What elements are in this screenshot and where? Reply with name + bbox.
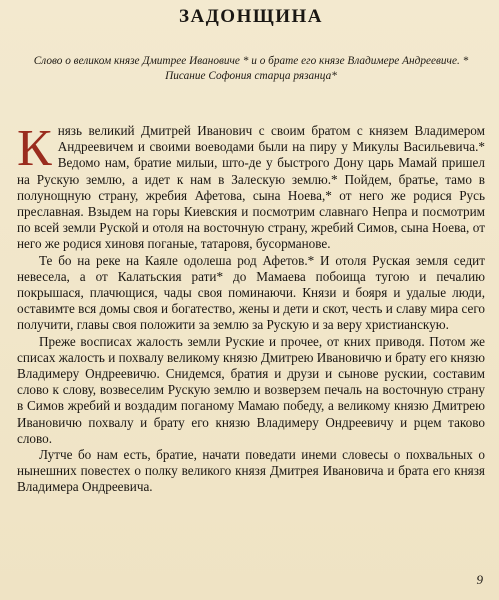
paragraph-1 xyxy=(17,120,485,253)
page-number: 9 xyxy=(476,572,483,587)
drop-cap: К xyxy=(17,120,52,177)
subtitle: Слово о великом князе Дмитрее Ивановиче * и о брате его князе Владимере Андреевиче. * Писание Софония старца рязанца* xyxy=(33,55,469,82)
paragraph-2: Те бо на реке на Каяле одолеша род Афетов.* И отоля Руская земля седит невесела, а от Калатьския рати* до Мамаева побоища тугою и печалию покрышася, плачющися, чады своя поминаючи. Князи и бояря и удалые люди, оставимте вся домы своя и богатество, жены и дети и скот, честь и славу мира сего получити, главы своя положити за землю за Рускую и за веру христианскую. xyxy=(17,252,485,333)
body-text xyxy=(17,120,485,496)
paragraph-1-text: нязь великий Дмитрей Иванович с своим братом с князем Владимером Андреевичем и своими воеводами были на пиру у Микулы Васильевича.* Ведомо нам, братие милыи, што-де у быстрого Дону царь Мамай пришел на Рускую землю, а идет к нам в Залескую землю.* Пойдем, братье, тамо в полунощную страну, жребия Афетова, сына Ноева,* от него же родися Русь преславная. Взыдем на горы Киевския и посмотрим славнаго Непра и посмотрим по всей земли Руской и отоля на восточную страну, жребий Симов, сына Ноева, от него же родися хиновя поганые, татаровя, бусорманове. xyxy=(17,123,485,252)
paragraph-3: Преже восписах жалость земли Руские и прочее, от кних приводя. Потом же списах жалость и похвалу великому князю Дмитрею Ивановичю и брату его князю Владимеру Ондреевичю. Снидемся, братия и друзи и сынове рускии, составим слово к слову, возвеселим Рускую землю и возверзем печаль на восточную страну в Симов жребий и воздадим поганому Мамаю победу, а великому князю Дмитрею Ивановичю похвалу и брату его князю Владимеру Ондреевичу и рцем таково слово. xyxy=(17,333,485,446)
paragraph-4: Лутче бо нам есть, братие, начати поведати инеми словесы о похвальных о нынешних повестех о полку великого князя Дмитрея Ивановича и брата его князя Владимера Ондреевича. xyxy=(17,447,485,495)
page-title: ЗАДОНЩИНА xyxy=(178,6,324,27)
